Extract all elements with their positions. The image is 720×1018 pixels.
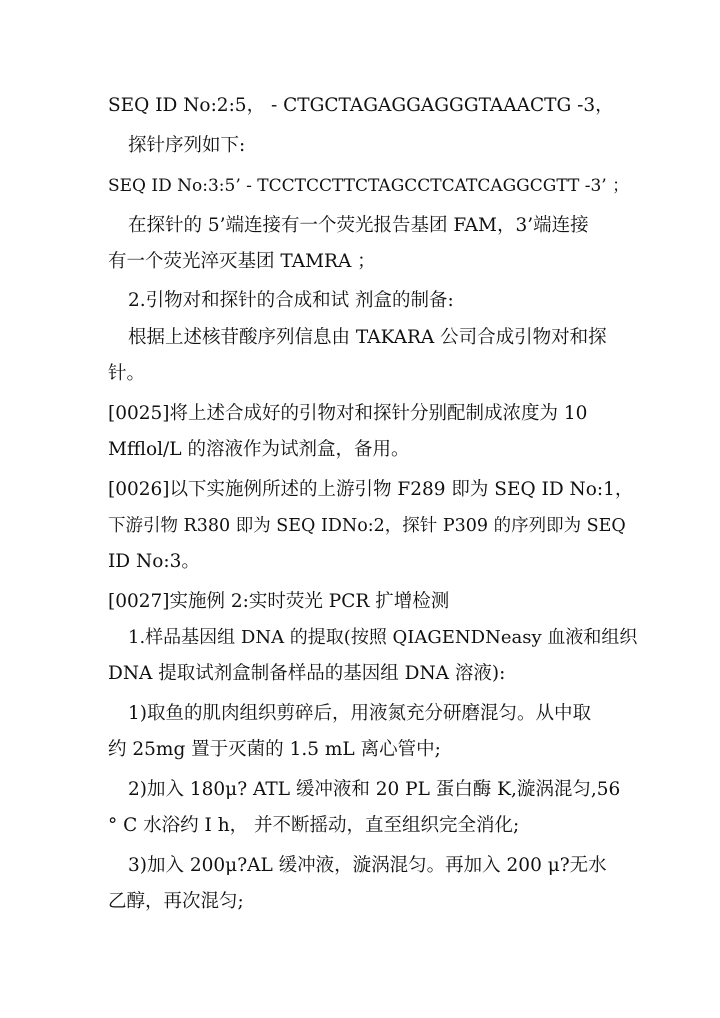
section-2-heading: 2.引物对和探针的合成和试 剂盒的制备: [128,290,454,311]
seq-id-3-line: SEQ ID No:3:5’ - TCCTCCTTCTAGCCTCATCAGGCGTT -3’ ； [108,176,630,196]
paragraph-0026-line-3: ID No:3。 [108,551,200,572]
paragraph-0027-heading: [0027]实施例 2:实时荧光 PCR 扩增检测 [108,591,450,612]
dna-extraction-heading-line-1: 1.样品基因组 DNA 的提取(按照 QIAGENDNeasy 血液和组织 [128,627,638,648]
step-3-line-1: 3)加入 200μ?AL 缓冲液，漩涡混匀。再加入 200 μ?无水 [128,855,607,876]
step-3-line-2: 乙醇，再次混匀; [108,891,244,912]
step-1-line-2: 约 25mg 置于灭菌的 1.5 mL 离心管中; [108,739,441,760]
step-1-line-1: 1)取鱼的肌肉组织剪碎后，用液氮充分研磨混匀。从中取 [128,703,591,724]
synthesis-paragraph-line-2: 针。 [108,363,146,384]
step-2-line-1: 2)加入 180μ? ATL 缓冲液和 20 PL 蛋白酶 K,漩涡混匀,56 [128,779,621,800]
dna-extraction-heading-line-2: DNA 提取试剂盒制备样品的基因组 DNA 溶液): [108,663,506,684]
probe-sequence-heading: 探针序列如下: [128,135,246,156]
seq-id-2-line: SEQ ID No:2:5， - CTGCTAGAGGAGGGTAAACTG -3， [108,95,614,116]
paragraph-0025-line-1: [0025]将上述合成好的引物对和探针分别配制成浓度为 10 [108,403,588,424]
probe-label-line-2: 有一个荧光淬灭基团 TAMRA ； [108,251,376,272]
paragraph-0025-line-2: Mfflol/L 的溶液作为试剂盒，备用。 [108,439,410,460]
step-2-line-2: ° C 水浴约 I h， 并不断摇动，直至组织完全消化; [108,815,520,836]
paragraph-0026-line-2: 下游引物 R380 即为 SEQ IDNo:2，探针 P309 的序列即为 SEQ [108,516,626,536]
paragraph-0026-line-1: [0026]以下实施例所述的上游引物 F289 即为 SEQ ID No:1， [108,479,634,500]
synthesis-paragraph-line-1: 根据上述核苷酸序列信息由 TAKARA 公司合成引物对和探 [128,327,607,348]
probe-label-line-1: 在探针的 5’端连接有一个荧光报告基团 FAM，3’端连接 [128,215,589,236]
